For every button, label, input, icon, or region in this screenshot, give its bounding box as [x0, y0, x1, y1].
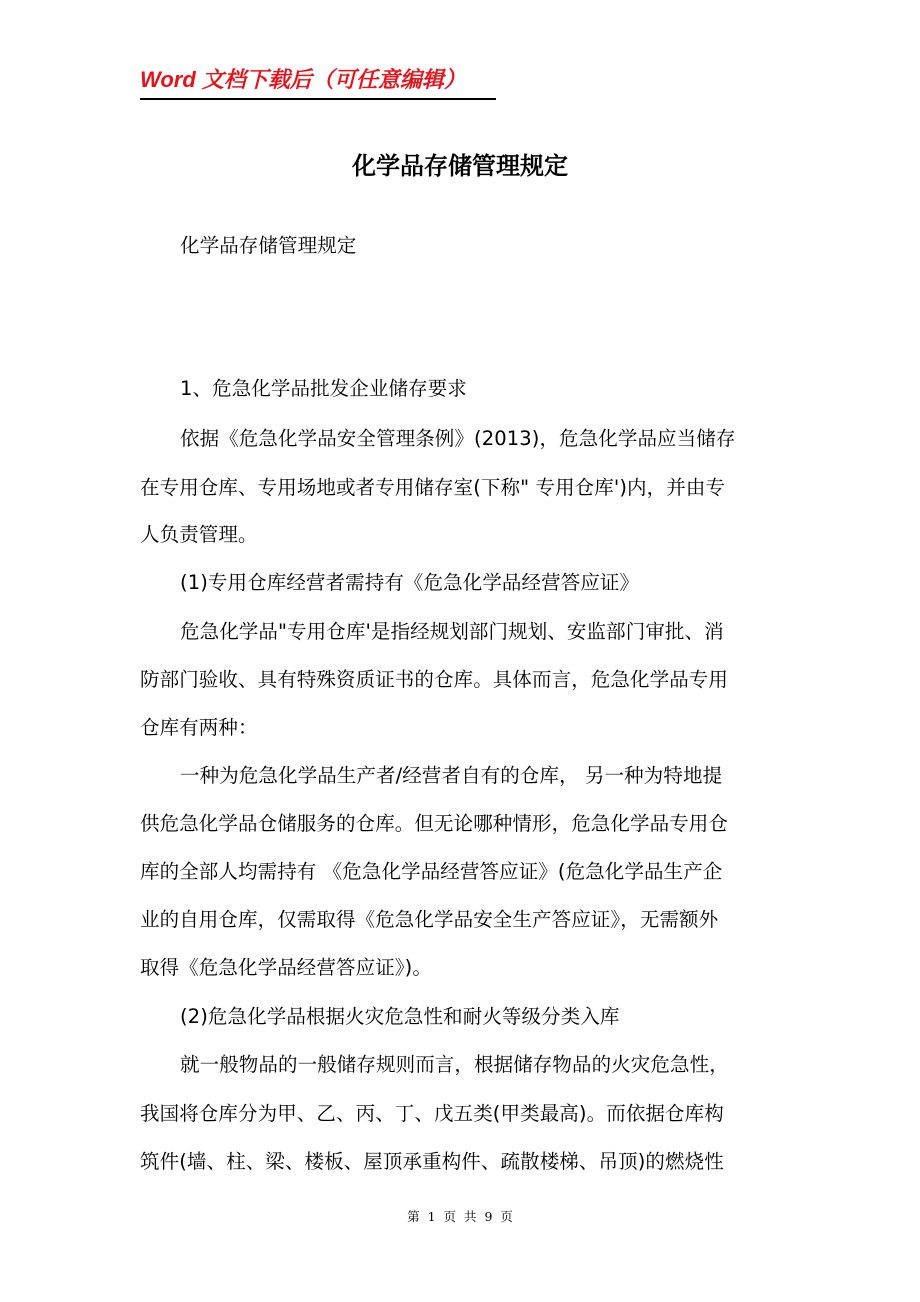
paragraph-line: 业的自用仓库，仅需取得《危急化学品安全生产答应证》，无需额外	[140, 908, 719, 931]
paragraph-line: 防部门验收、具有特殊资质证书的仓库。具体而言，危急化学品专用	[140, 668, 729, 691]
paragraph-line: 供危急化学品仓储服务的仓库。但无论哪种情形，危急化学品专用仓	[140, 812, 729, 835]
download-banner	[140, 64, 496, 100]
paragraph-line: 就一般物品的一般储存规则而言，根据储存物品的火灾危急性，	[180, 1053, 729, 1076]
paragraph-line: 库的全部人均需持有 《危急化学品经营答应证》(危急化学品生产企	[140, 860, 723, 883]
paragraph-line: 一种为危急化学品生产者/经营者自有的仓库， 另一种为特地提	[180, 764, 723, 787]
paragraph-line: 危急化学品"专用仓库'是指经规划部门规划、安监部门审批、消	[180, 620, 724, 643]
paragraph-line: 依据《危急化学品安全管理条例》(2013)，危急化学品应当储存	[180, 427, 736, 450]
document-title: 化学品存储管理规定	[352, 151, 568, 180]
download-banner-text: Word 文档下载后（可任意编辑）	[140, 67, 466, 92]
paragraph-line: 我国将仓库分为甲、乙、丙、丁、戊五类(甲类最高)。而依据仓库构	[140, 1102, 724, 1125]
subsection-heading-1: (1)专用仓库经营者需持有《危急化学品经营答应证》	[180, 571, 640, 594]
paragraph-line: 取得《危急化学品经营答应证》)。	[140, 956, 432, 979]
page-number-footer: 第 1 页 共 9 页	[407, 1209, 513, 1224]
paragraph-line: 在专用仓库、专用场地或者专用储存室(下称" 专用仓库')内，并由专	[140, 476, 726, 499]
paragraph-line: 人负责管理。	[140, 523, 258, 546]
paragraph-line: 筑件(墙、柱、梁、楼板、屋顶承重构件、疏散楼梯、吊顶)的燃烧性	[140, 1150, 724, 1173]
section-heading-1: 1、危急化学品批发企业储存要求	[180, 377, 467, 400]
subtitle-line: 化学品存储管理规定	[180, 234, 357, 257]
paragraph-line: 仓库有两种：	[140, 716, 258, 739]
subsection-heading-2: (2)危急化学品根据火灾危急性和耐火等级分类入库	[180, 1005, 620, 1028]
